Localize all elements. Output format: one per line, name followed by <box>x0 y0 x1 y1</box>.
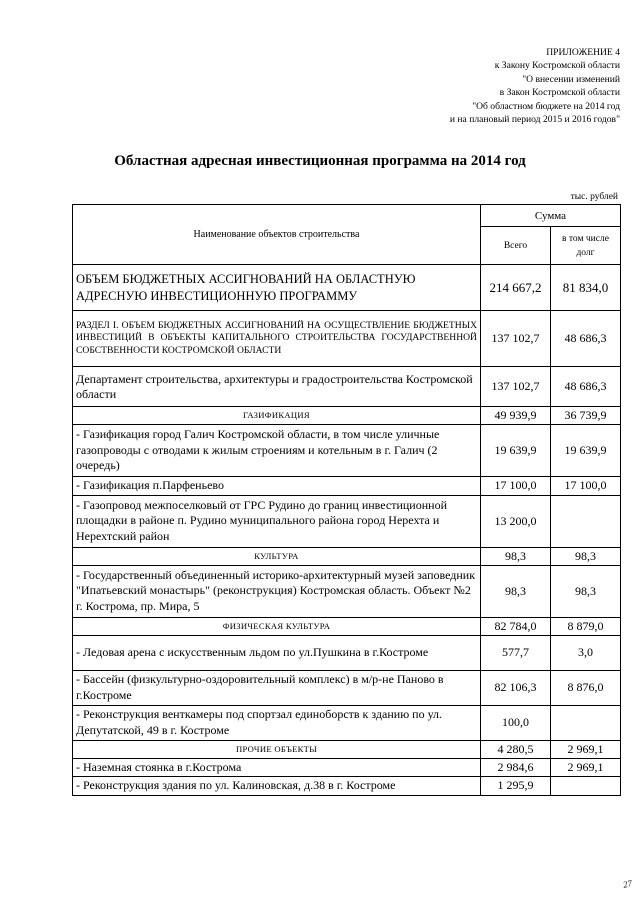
item-total: 1 295,9 <box>481 777 551 796</box>
dept-row-total: 137 102,7 <box>481 367 551 407</box>
item-name: - Газификация город Галич Костромской области, в том числе уличные газопроводы с отводами к жилым строениям и котельным в г. Галич (2 очередь) <box>73 425 481 477</box>
dept-row-debt: 48 686,3 <box>551 367 621 407</box>
page-number-mark: 27 <box>622 878 633 890</box>
item-total: 577,7 <box>481 635 551 670</box>
item-total: 2 984,6 <box>481 758 551 777</box>
section-row-total: 137 102,7 <box>481 311 551 367</box>
item-total: 13 200,0 <box>481 495 551 547</box>
item-total: 100,0 <box>481 705 551 740</box>
unit-label: тыс. рублей <box>570 192 618 202</box>
document-title: Областная адресная инвестиционная программа на 2014 год <box>114 153 526 169</box>
item-name: - Газопровод межпоселковый от ГРС Рудино до границ инвестиционной площадки в районе п. Рудино муниципального района город Нерехта и Нерехтский район <box>73 495 481 547</box>
header-name: Наименование объектов строительства <box>73 205 481 265</box>
table-row <box>73 670 621 705</box>
header-sum: Сумма <box>481 205 621 227</box>
total-row-name: ОБЪЕМ БЮДЖЕТНЫХ АССИГНОВАНИЙ НА ОБЛАСТНУЮ АДРЕСНУЮ ИНВЕСТИЦИОННУЮ ПРОГРАММУ <box>73 265 481 311</box>
item-total: 19 639,9 <box>481 425 551 477</box>
table-row <box>73 705 621 740</box>
item-debt: 98,3 <box>551 565 621 617</box>
category-total: 82 784,0 <box>481 617 551 635</box>
category-debt: 2 969,1 <box>551 740 621 758</box>
category-row-culture <box>73 547 621 565</box>
item-name: - Газификация п.Парфеньево <box>73 477 481 496</box>
table-row <box>73 425 621 477</box>
appendix-line: "Об областном бюджете на 2014 год <box>472 100 620 112</box>
category-debt: 98,3 <box>551 547 621 565</box>
table-row <box>73 565 621 617</box>
category-total: 4 280,5 <box>481 740 551 758</box>
item-total: 17 100,0 <box>481 477 551 496</box>
dept-row-name: Департамент строительства, архитектуры и градостроительства Костромской области <box>73 367 481 407</box>
section-row-name: РАЗДЕЛ I. ОБЪЕМ БЮДЖЕТНЫХ АССИГНОВАНИЙ НА ОСУЩЕСТВЛЕНИЕ БЮДЖЕТНЫХ ИНВЕСТИЦИЙ В ОБЪЕКТЫ КАПИТАЛЬНОГО СТРОИТЕЛЬСТВА ГОСУДАРСТВЕННОЙ СОБСТВЕННОСТИ КОСТРОМСКОЙ ОБЛАСТИ <box>73 311 481 367</box>
item-debt: 3,0 <box>551 635 621 670</box>
appendix-line: и на плановый период 2015 и 2016 годов" <box>449 114 620 126</box>
appendix-block <box>300 46 620 126</box>
category-name: ПРОЧИЕ ОБЪЕКТЫ <box>73 740 481 758</box>
item-debt: 8 876,0 <box>551 670 621 705</box>
appendix-line: к Закону Костромской области <box>494 60 620 72</box>
item-debt <box>551 495 621 547</box>
item-name: - Наземная стоянка в г.Кострома <box>73 758 481 777</box>
item-name: - Реконструкция венткамеры под спортзал единоборств к зданию по ул. Депутатской, 49 в г. Костроме <box>73 705 481 740</box>
category-name: ФИЗИЧЕСКАЯ КУЛЬТУРА <box>73 617 481 635</box>
total-row-total: 214 667,2 <box>481 265 551 311</box>
item-debt: 17 100,0 <box>551 477 621 496</box>
item-total: 82 106,3 <box>481 670 551 705</box>
category-debt: 8 879,0 <box>551 617 621 635</box>
item-debt: 2 969,1 <box>551 758 621 777</box>
total-row-debt: 81 834,0 <box>551 265 621 311</box>
category-total: 98,3 <box>481 547 551 565</box>
category-total: 49 939,9 <box>481 407 551 425</box>
investment-table <box>72 204 621 796</box>
appendix-line: в Закон Костромской области <box>499 87 620 99</box>
item-name: - Бассейн (физкультурно-оздоровительный комплекс) в м/р-не Паново в г.Костроме <box>73 670 481 705</box>
item-debt <box>551 777 621 796</box>
category-row-gas <box>73 407 621 425</box>
header-row <box>73 205 621 227</box>
section-row <box>73 311 621 367</box>
item-debt: 19 639,9 <box>551 425 621 477</box>
header-debt: в том числе долг <box>551 227 621 265</box>
item-name: - Ледовая арена с искусственным льдом по ул.Пушкина в г.Костроме <box>73 635 481 670</box>
table-row <box>73 635 621 670</box>
item-name: - Государственный объединенный историко-архитектурный музей заповедник "Ипатьевский монастырь" (реконструкция) Костромская область. Объект №2 г. Кострома, пр. Мира, 5 <box>73 565 481 617</box>
category-row-sport <box>73 617 621 635</box>
table-row <box>73 777 621 796</box>
header-total: Всего <box>481 227 551 265</box>
category-debt: 36 739,9 <box>551 407 621 425</box>
section-row-debt: 48 686,3 <box>551 311 621 367</box>
category-row-other <box>73 740 621 758</box>
appendix-line: "О внесении изменений <box>522 73 620 85</box>
category-name: ГАЗИФИКАЦИЯ <box>73 407 481 425</box>
item-name: - Реконструкция здания по ул. Калиновская, д.38 в г. Костроме <box>73 777 481 796</box>
category-name: КУЛЬТУРА <box>73 547 481 565</box>
table-row <box>73 758 621 777</box>
item-debt <box>551 705 621 740</box>
dept-row <box>73 367 621 407</box>
table-row <box>73 477 621 496</box>
total-row <box>73 265 621 311</box>
table-row <box>73 495 621 547</box>
item-total: 98,3 <box>481 565 551 617</box>
appendix-line: ПРИЛОЖЕНИЕ 4 <box>546 47 620 58</box>
